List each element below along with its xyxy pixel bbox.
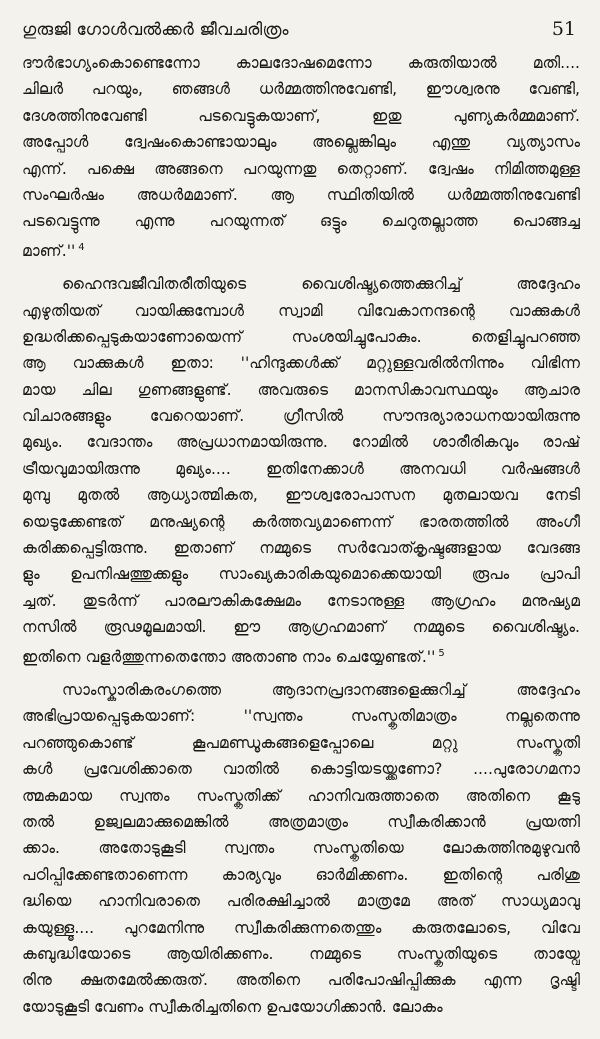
line-text: ഉദ്ധരിക്കപ്പെടുകയാണോയെന്ന് സംശയിച്ചുപോകും. തെളിച്ചുപറഞ്ഞ	[22, 327, 580, 346]
line-text: ച്ചത്. തുടർന്ന് പാരലൗകികക്ഷേമം നേടാനുള്ള ആഗ്രഹം മനുഷ്യമ	[22, 591, 580, 610]
page-number: 51	[551, 18, 576, 40]
text-line	[22, 641, 580, 667]
line-text: ആ വാക്കുകൾ ഇതാ: ''ഹിന്ദുക്കൾക്ക് മറ്റുള്ളവരിൽനിന്നും വിഭിന്ന	[22, 354, 580, 373]
line-text: അഭിപ്രായപ്പെടുകയാണ്: ''സ്വന്തം സംസ്കൃതിമാത്രം നല്ലതെന്നു	[22, 707, 580, 726]
text-line	[22, 783, 580, 809]
text-line	[22, 324, 580, 350]
line-text: ദൗർഭാഗ്യംകൊണ്ടെന്നോ കാലദോഷമെന്നോ കരുതിയാൽ മതി....	[22, 54, 580, 72]
text-line	[22, 994, 580, 1020]
text-line	[22, 588, 580, 614]
text-line	[22, 888, 580, 914]
text-line	[22, 50, 580, 76]
line-text: ക്കാം. അതോടുകൂടി സ്വന്തം സംസ്കൃതിയെ ലോകത്തിനുമുഴുവൻ	[22, 839, 580, 858]
text-line	[22, 456, 580, 482]
line-text: രിനു ക്ഷതമേൽക്കരുത്. അതിനെ പരിപോഷിപ്പിക്കുക എന്ന ദൃഷ്ടി	[22, 971, 580, 990]
text-line	[22, 156, 580, 182]
text-line	[22, 756, 580, 782]
text-line	[22, 482, 580, 508]
line-text: ചിലർ പറയും, ഞങ്ങൾ ധർമ്മത്തിനുവേണ്ടി, ഈശ്വരനു വേണ്ടി,	[22, 80, 580, 99]
text-line	[22, 915, 580, 941]
text-line	[22, 271, 580, 297]
body-text	[22, 50, 580, 1020]
text-line	[22, 835, 580, 861]
text-line	[22, 730, 580, 756]
line-text: ഹൈന്ദവജീവിതരീതിയുടെ വൈശിഷ്ട്യത്തെക്കുറിച്ച് അദ്ദേഹം	[62, 275, 580, 294]
text-line	[22, 76, 580, 102]
paragraph	[22, 50, 580, 261]
line-text: യെടുക്കേണ്ടത് മനുഷ്യന്റെ കർത്തവ്യമാണെന്ന് ഭാരതത്തിൽ അംഗീ	[22, 512, 580, 531]
line-text: മാണ്.''	[22, 241, 76, 260]
text-line	[22, 862, 580, 888]
running-head	[22, 18, 580, 40]
line-text: കയുള്ളൂ.... പുറമേനിന്നു സ്വീകരിക്കുന്നതെന്തും കരുതലോടെ, വിവേ	[22, 918, 580, 937]
line-text: നസിൽ രൂഢമൂലമായി. ഈ ആഗ്രഹമാണ് നമ്മുടെ വൈശിഷ്ട്യം.	[22, 618, 580, 637]
text-line	[22, 509, 580, 535]
line-text: ദ്ധിയെ ഹാനിവരാതെ പരിരക്ഷിച്ചാൽ മാത്രമേ അത് സാധ്യമാവു	[22, 892, 580, 911]
text-line	[22, 809, 580, 835]
text-line	[22, 298, 580, 324]
line-text: കബുദ്ധിയോടെ ആയിരിക്കണം. നമ്മുടെ സംസ്കൃതിയുടെ തായ്വേ	[22, 944, 580, 963]
text-line	[22, 208, 580, 234]
text-line	[22, 350, 580, 376]
line-text: ത്മകമായ സ്വന്തം സംസ്കൃതിക്ക് ഹാനിവരുത്താതെ അതിനെ കൂടു	[22, 786, 580, 805]
line-text: യോടുകൂടി വേണം സ്വീകരിച്ചതിനെ ഉപയോഗിക്കാൻ. ലോകം	[22, 997, 443, 1016]
footnote-marker: 5	[438, 647, 445, 659]
text-line	[22, 561, 580, 587]
text-line	[22, 429, 580, 455]
text-line	[22, 677, 580, 703]
paragraph	[22, 271, 580, 667]
line-text: ളും ഉപനിഷത്തുക്കളും സാംഖ്യകാരികയുമൊക്കെയായി രൂപം പ്രാപി	[22, 565, 580, 584]
text-line	[22, 129, 580, 155]
line-text: പറഞ്ഞുകൊണ്ട് കൂപമണ്ഡൂകങ്ങളെപ്പോലെ മറ്റു സംസ്കൃതി	[22, 733, 580, 752]
text-line	[22, 535, 580, 561]
line-text: ട്രീയവുമായിരുന്നു മുഖ്യം.... ഇതിനേക്കാൾ അനവധി വർഷങ്ങൾ	[22, 459, 580, 478]
line-text: കരിക്കപ്പെട്ടിരുന്നു. ഇതാണ് നമ്മുടെ സർവോത്കൃഷ്ടങ്ങളായ വേദങ്ങ	[22, 539, 580, 558]
line-text: അപ്പോൾ ദ്വേഷംകൊണ്ടായാലും അല്ലെങ്കിലും എന്തു വ്യത്യാസം	[22, 133, 580, 152]
line-text: തൽ ഉജ്വലമാക്കുമെങ്കിൽ അത്രമാത്രം സ്വീകരിക്കാൻ പ്രയത്നി	[22, 812, 580, 831]
line-text: വിചാരങ്ങളും വേറെയാണ്. ഗ്രീസിൽ സൗന്ദര്യാരാധനയായിരുന്നു	[22, 407, 580, 426]
line-text: കൾ പ്രവേശിക്കാതെ വാതിൽ കൊട്ടിയടയ്ക്കണോ? ....പുരോഗമനാ	[22, 760, 580, 779]
book-title-header: ഗുരുജി ഗോൾവൽക്കർ ജീവചരിത്രം	[22, 20, 289, 40]
line-text: പടവെട്ടുന്നു എന്നു പറയുന്നത് ഒട്ടും ചെറുതല്ലാത്ത പൊങ്ങച്ച	[22, 212, 580, 231]
footnote-marker: 4	[78, 241, 85, 253]
text-line	[22, 403, 580, 429]
line-text: സാംസ്കാരികരംഗത്തെ ആദാനപ്രദാനങ്ങളെക്കുറിച്ച് അദ്ദേഹം	[62, 680, 580, 699]
text-line	[22, 235, 580, 261]
line-text: മുഖ്യം. വേദാന്തം അപ്രധാനമായിരുന്നു. റോമിൽ ശാരീരികവും രാഷ്	[22, 433, 580, 452]
line-text: ഇതിനെ വളർത്തുന്നതെന്തോ അതാണു നാം ചെയ്യേണ്ടത്.''	[22, 647, 436, 666]
line-text: മായ ചില ഗുണങ്ങളുണ്ട്. അവരുടെ മാനസികാവസ്ഥയും ആചാര	[22, 380, 580, 399]
line-text: ദേശത്തിനുവേണ്ടി പടവെട്ടുകയാണ്, ഇതു പുണ്യകർമ്മമാണ്.	[22, 106, 580, 125]
text-line	[22, 703, 580, 729]
line-text: എന്ന്. പക്ഷെ അങ്ങനെ പറയുന്നതു തെറ്റാണ്. ദ്വേഷം നിമിത്തമുള്ള	[22, 159, 580, 178]
text-line	[22, 377, 580, 403]
line-text: സംഘർഷം അധർമമാണ്. ആ സ്ഥിതിയിൽ ധർമ്മത്തിനുവേണ്ടി	[22, 185, 580, 204]
line-text: പഠിപ്പിക്കേണ്ടതാണെന്ന കാര്യവും ഓർമിക്കണം. ഇതിന്റെ പരിശു	[22, 865, 580, 884]
paragraph	[22, 677, 580, 1020]
text-line	[22, 941, 580, 967]
line-text: മുമ്പു മുതൽ ആധ്യാത്മികത, ഈശ്വരോപാസന മുതലായവ നേടി	[22, 486, 580, 505]
text-line	[22, 967, 580, 993]
text-line	[22, 614, 580, 640]
text-line	[22, 103, 580, 129]
text-line	[22, 182, 580, 208]
line-text: എഴുതിയത് വായിക്കുമ്പോൾ സ്വാമി വിവേകാനന്ദന്റെ വാക്കുകൾ	[22, 301, 580, 320]
